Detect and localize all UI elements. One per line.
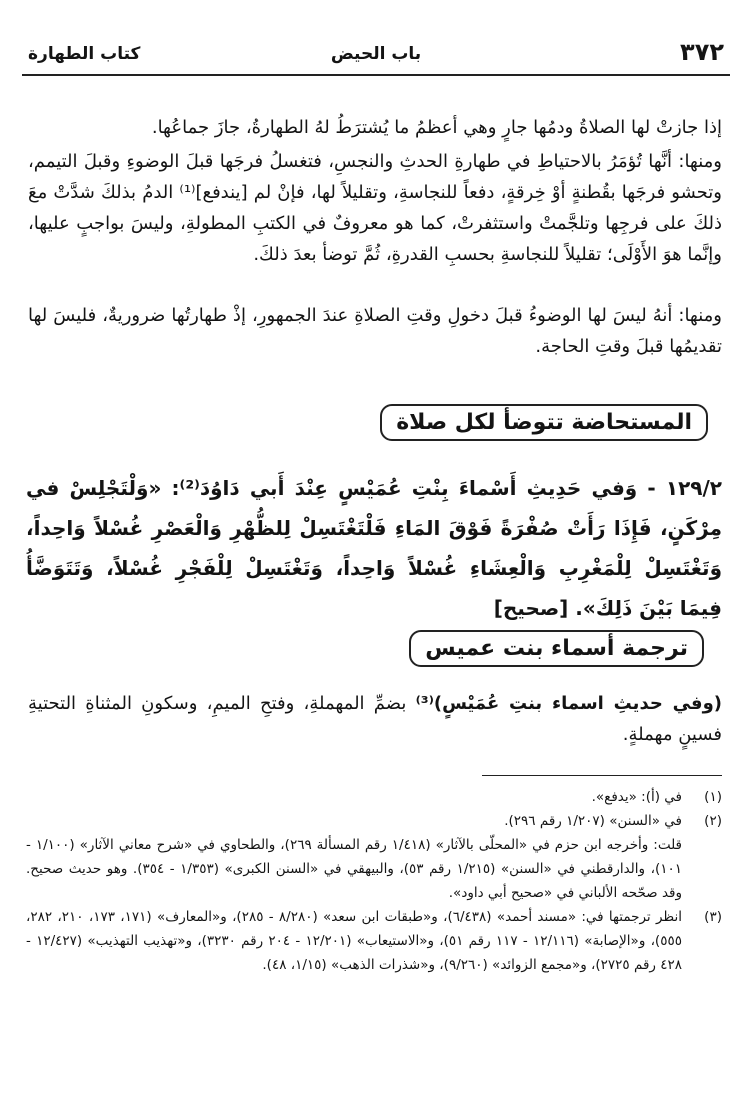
section-heading-mustahada: المستحاضة تتوضأ لكل صلاة (380, 404, 708, 441)
footnote-2-continued (26, 833, 722, 905)
footnote-number: (٢) (704, 813, 722, 829)
footnote-1 (26, 785, 722, 809)
hadith-text (26, 468, 722, 628)
biography-lead: (وفي حديثِ اسماء بنتِ عُمَيْسٍ)⁽³⁾ (415, 693, 722, 714)
biography-rest: بضمِّ المهملةِ، وفتحِ الميمِ، وسكونِ المثناةِ التحتيةِ فسينٍ مهملةٍ. (28, 693, 722, 745)
biography-paragraph (28, 688, 722, 750)
footnote-number: (٣) (704, 909, 722, 925)
paragraph-2: ومنها: أنَّها تُؤمَرُ بالاحتياطِ في طهارةِ الحدثِ والنجسِ، فتغسلُ فرجَها قبلَ الوضوءِ وقبلَ التيمم، وتحشو فرجَها بقُطنةٍ أوْ خِرقةٍ، دفعاً للنجاسةِ، وتقليلاً لها، فإنْ لم [يندفع]⁽¹⁾ الدمُ بذلكَ شدَّتْ معَ ذلكَ على فرجِها وتلجَّمتْ واستثفرتْ، كما هو معروفٌ في الكتبِ المطولةِ، وليسَ بواجبٍ عليها، وإنَّما هوَ الأَوْلَى؛ تقليلاً للنجاسةِ بحسبِ القدرةِ، ثُمَّ توضأ بعدَ ذلكَ. (28, 151, 722, 265)
hadith-grade: [صحيح] (493, 596, 569, 620)
book-title: كتاب الطهارة (28, 44, 141, 64)
footnote-text: انظر ترجمتها في: «مسند أحمد» (٦/٤٣٨)، و«طبقات ابن سعد» (٨/٢٨٠ - ٢٨٥)، و«المعارف» (١٧١، ١٧٣، ٢١٠، ٢٨٢، ٥٥٥)، و«الإصابة» (١٢/١١٦ - ١١٧ رقم ٥١)، و«الاستيعاب» (١٢/٢٠١ - ٢٠٤ رقم ٣٢٣٠)، و«تهذيب التهذيب» (١٢/٤٢٧ - ٤٢٨ رقم ٢٧٢٥)، و«مجمع الزوائد» (٩/٢٦٠)، و«شذرات الذهب» (١/١٥، ٤٨). (26, 909, 682, 973)
chapter-title: باب الحيض (330, 44, 422, 64)
page-header (22, 34, 730, 76)
footnote-3 (26, 905, 722, 977)
footnote-text: قلت: وأخرجه ابن حزم في «المحلّى بالآثار» (١/٤١٨ رقم المسألة ٢٦٩)، والطحاوي في «شرح معاني الآثار» (١/١٠٠ - ١٠١)، والدارقطني في «السنن» (١/٢١٥ رقم ٥٣)، والبيهقي في «السنن الكبرى» (١/٣٥٣ - ٣٥٤). وهو حديث صحيح. وقد صحّحه الألباني في «صحيح أبي داود». (26, 837, 683, 901)
footnotes (26, 785, 722, 977)
footnote-text: في «السنن» (١/٢٠٧ رقم ٢٩٦). (504, 813, 682, 829)
paragraph-1: إذا جازتْ لها الصلاةُ ودمُها جارٍ وهي أعظمُ ما يُشترَطُ لهُ الطهارةُ، جازَ جماعُها. (151, 117, 722, 138)
section-heading-biography: ترجمة أسماء بنت عميس (409, 630, 704, 667)
footnote-text: في (أ): «يدفع». (591, 789, 682, 805)
page-number: ٣٧٢ (680, 38, 724, 66)
footnote-number: (١) (704, 789, 722, 805)
footnote-number (682, 833, 722, 905)
paragraph-3: ومنها: أنهُ ليسَ لها الوضوءُ قبلَ دخولِ وقتِ الصلاةِ عندَ الجمهورِ، إذْ طهارتُها ضروريةٌ، فليسَ لها تقديمُها قبلَ وقتِ الحاجة. (28, 305, 722, 357)
footnote-separator (482, 775, 722, 776)
hadith-body: ١٢٩/٢ - وَفي حَدِيثِ أَسْماءَ بِنْتِ عُمَيْسٍ عِنْدَ أَبي دَاوُدَ⁽²⁾: «وَلْتَجْلِسْ في مِرْكَنٍ، فَإِذَا رَأَتْ صُفْرَةً فَوْقَ المَاءِ فَلْتَغْتَسِلْ لِلظُّهْرِ وَالْعَصْرِ غُسْلاً وَاحِداً، وَتَغْتَسِلْ لِلْمَغْرِبِ وَالْعِشَاءِ غُسْلاً وَاحِداً، وَتَغْتَسِلْ لِلْفَجْرِ غُسْلاً، وَتَتَوَضَّأُ فِيمَا بَيْنَ ذَلِكَ». (26, 476, 723, 620)
footnote-2 (26, 809, 722, 833)
